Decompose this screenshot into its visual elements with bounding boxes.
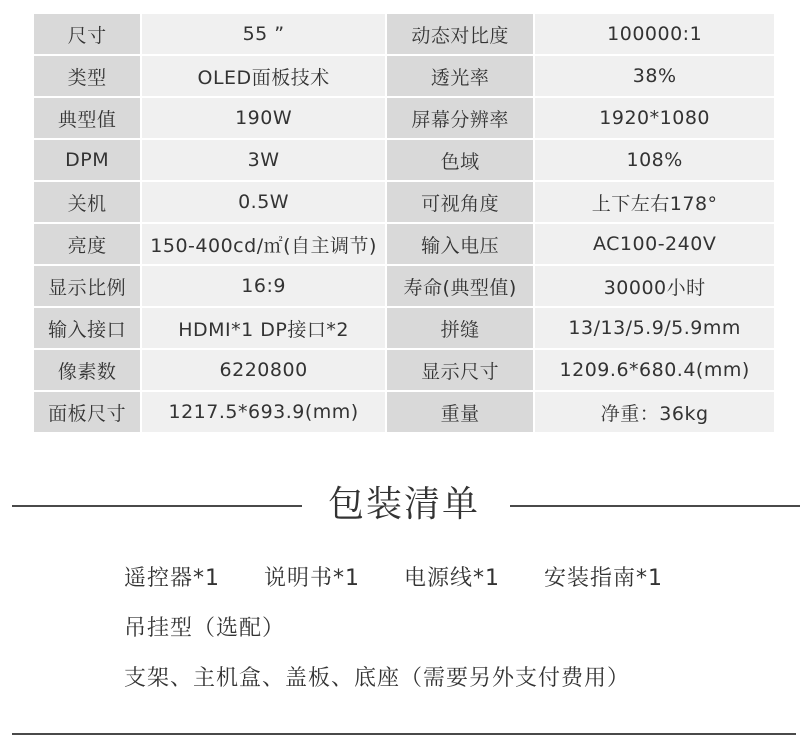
spec-row: [34, 224, 774, 264]
package-items-row: [124, 564, 707, 594]
spec-label: 屏幕分辨率: [387, 98, 533, 138]
spec-label: DPM: [34, 140, 140, 180]
spec-value: 190W: [142, 98, 385, 138]
spec-value: 1920*1080: [535, 98, 774, 138]
spec-value: 150-400cd/㎡(自主调节): [142, 224, 385, 264]
spec-label: 面板尺寸: [34, 392, 140, 432]
spec-row: [34, 266, 774, 306]
spec-value: 1209.6*680.4(mm): [535, 350, 774, 390]
spec-label: 显示尺寸: [387, 350, 533, 390]
spec-value: 55 ”: [142, 14, 385, 54]
spec-row: [34, 98, 774, 138]
spec-value: 3W: [142, 140, 385, 180]
spec-label: 重量: [387, 392, 533, 432]
spec-label: 动态对比度: [387, 14, 533, 54]
spec-row: [34, 392, 774, 432]
spec-label: 类型: [34, 56, 140, 96]
spec-row: [34, 140, 774, 180]
spec-label: 透光率: [387, 56, 533, 96]
spec-label: 寿命(典型值): [387, 266, 533, 306]
spec-value: HDMI*1 DP接口*2: [142, 308, 385, 348]
spec-label: 亮度: [34, 224, 140, 264]
spec-label: 显示比例: [34, 266, 140, 306]
spec-value: 净重：36kg: [535, 392, 774, 432]
spec-label: 像素数: [34, 350, 140, 390]
package-item: 遥控器*1: [124, 566, 220, 591]
spec-row: [34, 350, 774, 390]
spec-label: 尺寸: [34, 14, 140, 54]
spec-table: [32, 12, 776, 434]
spec-label: 典型值: [34, 98, 140, 138]
spec-value: 30000小时: [535, 266, 774, 306]
package-extra-line: 支架、主机盒、盖板、底座（需要另外支付费用）: [124, 666, 631, 691]
spec-value: 13/13/5.9/5.9mm: [535, 308, 774, 348]
package-item: 安装指南*1: [544, 566, 663, 591]
bottom-divider: [12, 733, 796, 735]
section-title: 包装清单: [327, 484, 480, 525]
spec-value: 108%: [535, 140, 774, 180]
spec-row: [34, 56, 774, 96]
package-item: 电源线*1: [404, 566, 500, 591]
spec-label: 输入接口: [34, 308, 140, 348]
spec-label: 色域: [387, 140, 533, 180]
spec-table-body: [34, 14, 774, 432]
spec-value: 6220800: [142, 350, 385, 390]
section-divider-left: [12, 505, 302, 507]
package-option-line: 吊挂型（选配）: [124, 616, 286, 641]
spec-value: 100000:1: [535, 14, 774, 54]
spec-value: OLED面板技术: [142, 56, 385, 96]
spec-value: 上下左右178°: [535, 182, 774, 222]
spec-label: 关机: [34, 182, 140, 222]
spec-label: 拼缝: [387, 308, 533, 348]
package-item: 说明书*1: [264, 566, 360, 591]
spec-row: [34, 308, 774, 348]
spec-row: [34, 14, 774, 54]
spec-label: 可视角度: [387, 182, 533, 222]
spec-value: 0.5W: [142, 182, 385, 222]
spec-row: [34, 182, 774, 222]
spec-value: 38%: [535, 56, 774, 96]
spec-label: 输入电压: [387, 224, 533, 264]
spec-value: 16:9: [142, 266, 385, 306]
spec-value: AC100-240V: [535, 224, 774, 264]
spec-value: 1217.5*693.9(mm): [142, 392, 385, 432]
section-divider-right: [510, 505, 800, 507]
